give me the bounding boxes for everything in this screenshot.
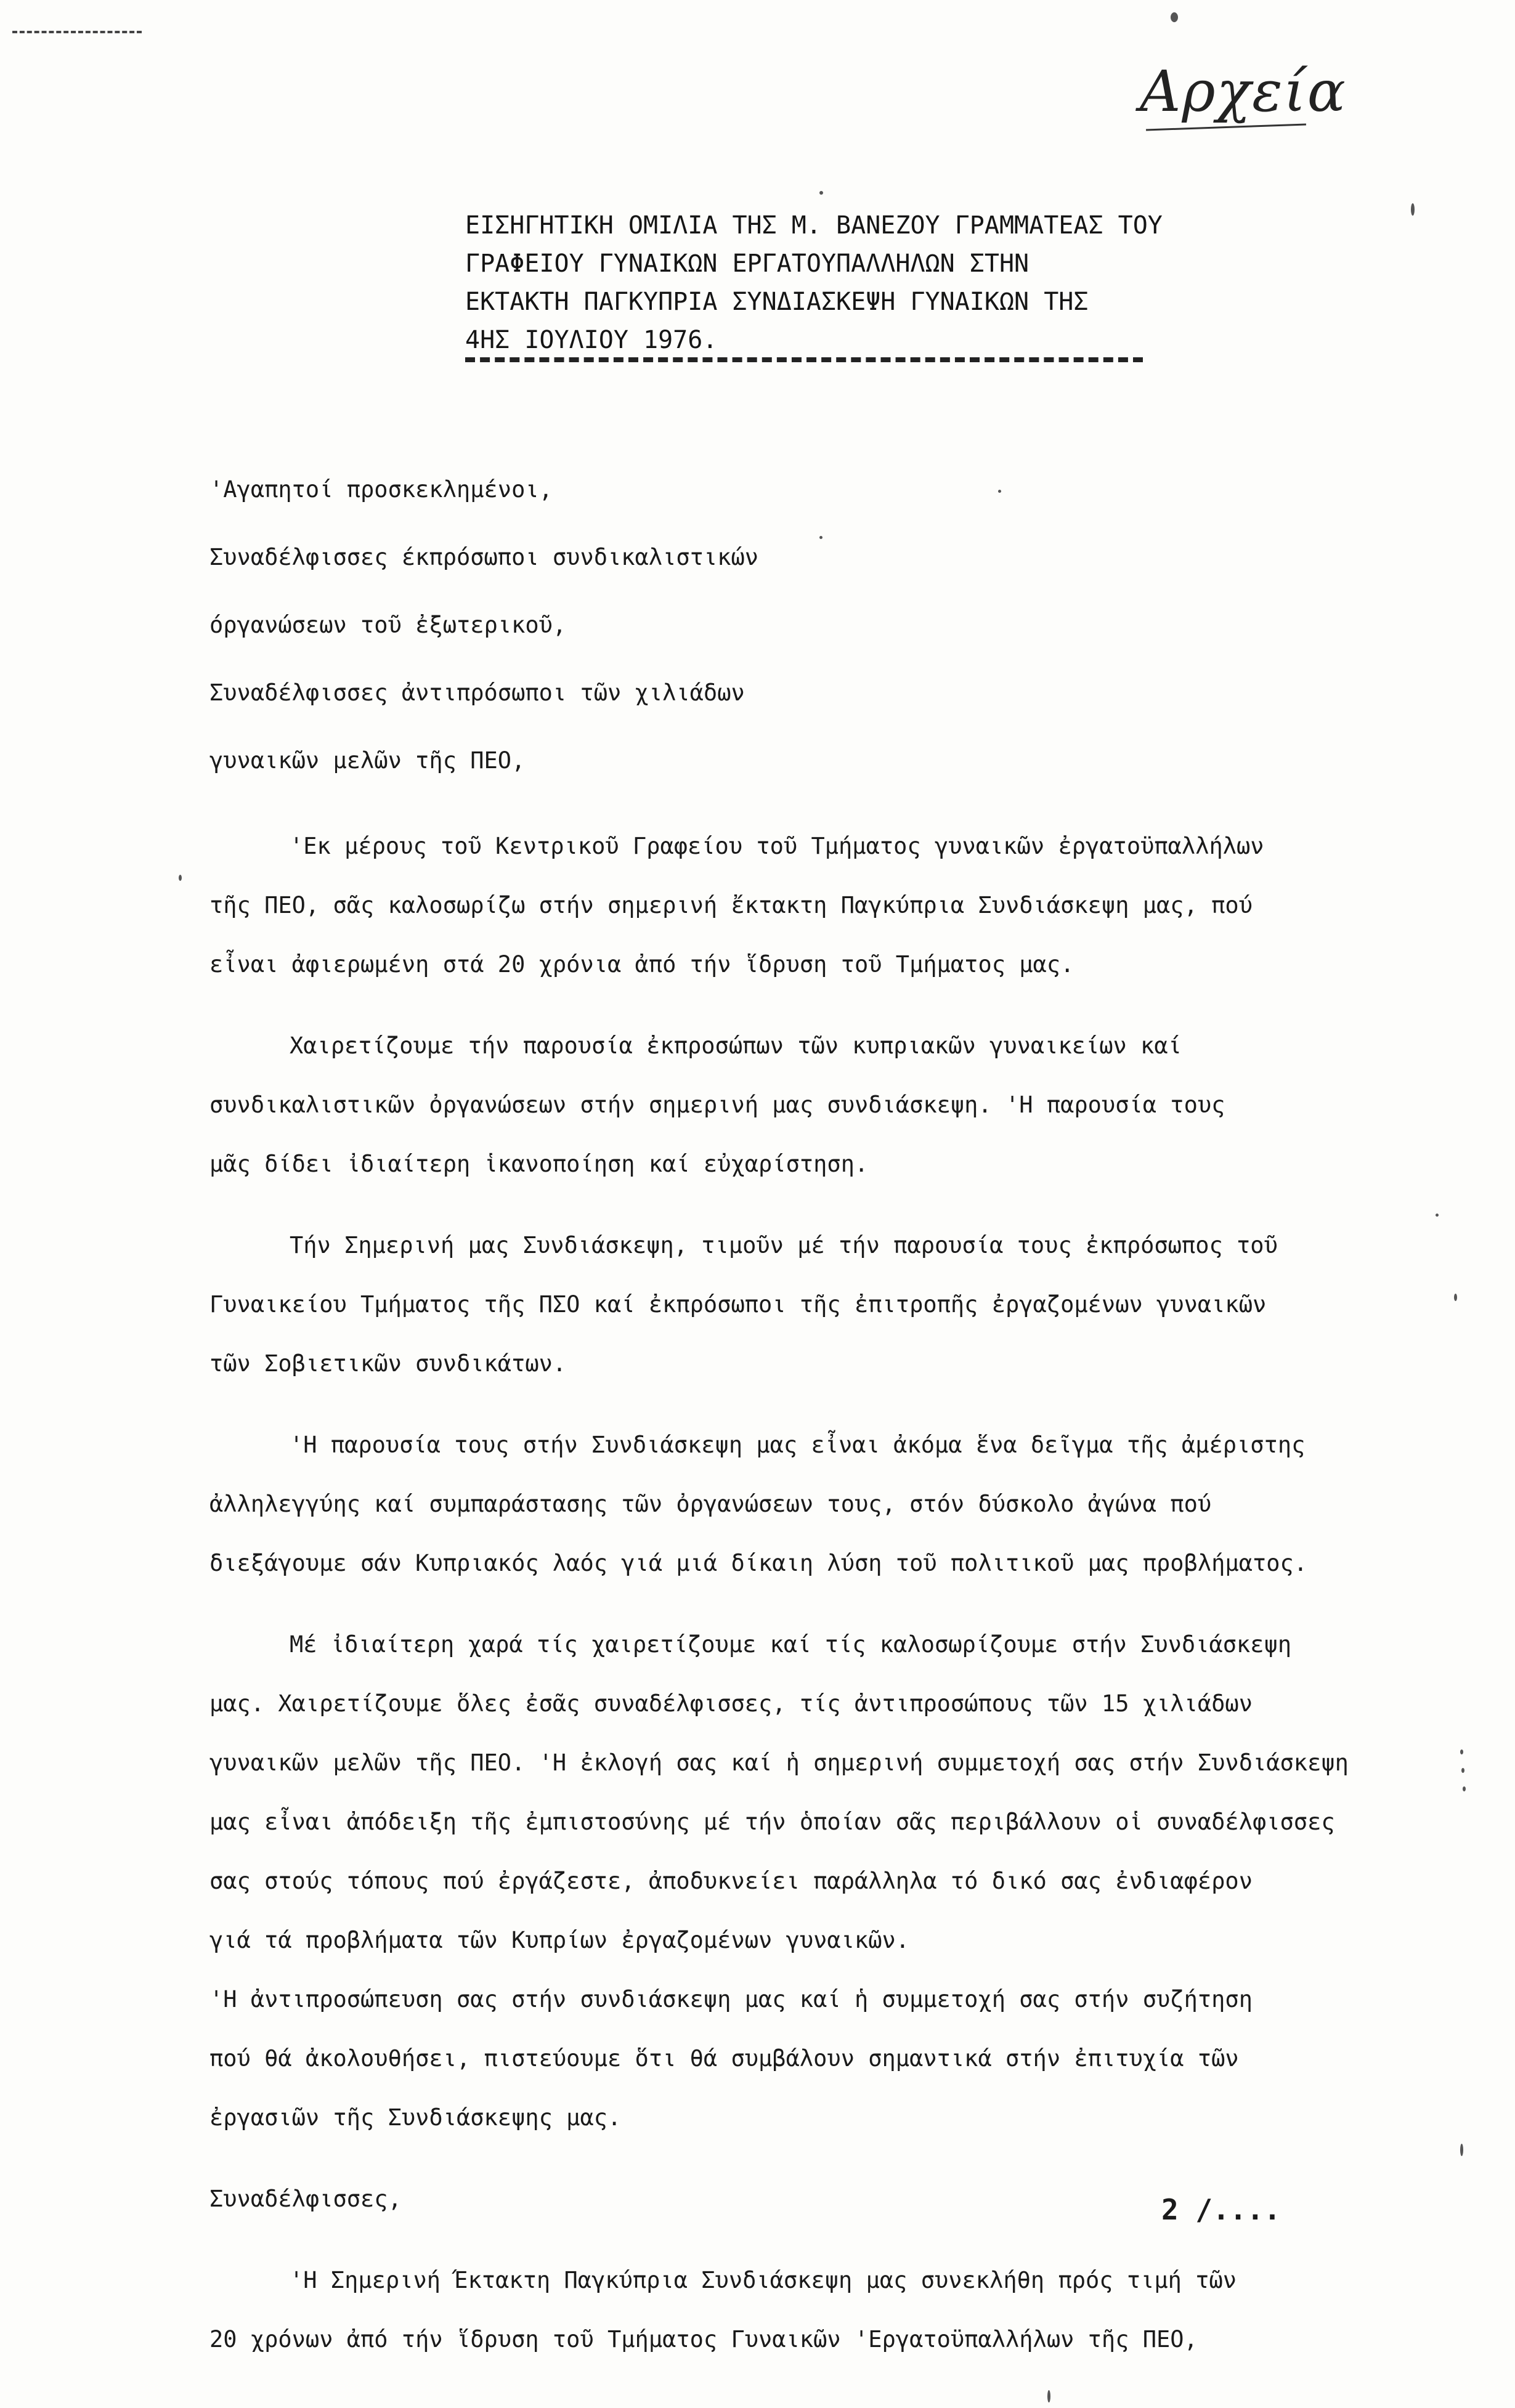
paragraph-line: Μέ ἰδιαίτερη χαρά τίς χαιρετίζουμε καί τίς καλοσωρίζουμε στήν Συνδιάσκεψη — [290, 1631, 1292, 1658]
scan-speck — [1460, 1749, 1463, 1754]
paragraph-line: μας εἶναι ἀπόδειξη τῆς ἐμπιστοσύνης μέ τήν ὁποίαν σᾶς περιβάλλουν οἱ συναδέλφισσες — [209, 1809, 1335, 1835]
scan-speck — [1463, 1786, 1466, 1791]
heading-line: ΕΚΤΑΚΤΗ ΠΑΓΚΥΠΡΙΑ ΣΥΝΔΙΑΣΚΕΨΗ ΓΥΝΑΙΚΩΝ ΤΗΣ — [465, 288, 1089, 316]
heading-line: ΓΡΑΦΕΙΟΥ ΓΥΝΑΙΚΩΝ ΕΡΓΑΤΟΥΠΑΛΛΗΛΩΝ ΣΤΗΝ — [465, 249, 1030, 278]
paragraph-line: 'Η ἀντιπροσώπευση σας στήν συνδιάσκεψη μας καί ἡ συμμετοχή σας στήν συζήτηση — [209, 1986, 1253, 2013]
scan-speck — [1461, 1768, 1464, 1773]
scan-speck — [1411, 203, 1415, 216]
salutation-line: 'Αγαπητοί προσκεκλημένοι, — [209, 476, 553, 503]
address-line: Συναδέλφισσες, — [209, 2186, 402, 2212]
salutation-line: γυναικῶν μελῶν τῆς ΠΕΟ, — [209, 747, 526, 774]
heading-line: ΕΙΣΗΓΗΤΙΚΗ ΟΜΙΛΙΑ ΤΗΣ Μ. ΒΑΝΕΖΟΥ ΓΡΑΜΜΑΤΕΑΣ ΤΟΥ — [465, 211, 1163, 240]
scan-speck — [819, 191, 823, 195]
paragraph-line: Γυναικείου Τμήματος τῆς ΠΣΟ καί ἐκπρόσωποι τῆς ἐπιτροπῆς ἐργαζομένων γυναικῶν — [209, 1291, 1267, 1318]
paragraph-line: μᾶς δίδει ἰδιαίτερη ἱκανοποίηση καί εὐχαρίστηση. — [209, 1151, 869, 1177]
paragraph-line: τῆς ΠΕΟ, σᾶς καλοσωρίζω στήν σημερινή ἔκτακτη Παγκύπρια Συνδιάσκεψη μας, πού — [209, 892, 1253, 918]
scan-speck — [1454, 1294, 1457, 1301]
handwritten-underline — [1146, 123, 1306, 131]
handwritten-annotation: Αρχεία — [1140, 59, 1347, 124]
document-heading — [465, 206, 1204, 359]
scan-speck — [1436, 1214, 1439, 1217]
paragraph-line: 20 χρόνων ἀπό τήν ἵδρυση τοῦ Τμήματος Γυναικῶν 'Εργατοϋπαλλήλων τῆς ΠΕΟ, — [209, 2326, 1198, 2353]
scan-speck — [179, 875, 182, 881]
paragraph-line: διεξάγουμε σάν Κυπριακός λαός γιά μιά δίκαιη λύση τοῦ πολιτικοῦ μας προβλήματος. — [209, 1550, 1308, 1576]
salutation-line: Συναδέλφισσες ἀντιπρόσωποι τῶν χιλιάδων — [209, 679, 745, 706]
scan-speck — [998, 490, 1001, 493]
paragraph-line: ἐργασιῶν τῆς Συνδιάσκεψης μας. — [209, 2104, 622, 2131]
paragraph-line: τῶν Σοβιετικῶν συνδικάτων. — [209, 1350, 567, 1377]
corner-mark — [12, 31, 142, 39]
paragraph-line: πού θά ἀκολουθήσει, πιστεύουμε ὅτι θά συμβάλουν σημαντικά στήν ἐπιτυχία τῶν — [209, 2045, 1239, 2072]
heading-divider — [465, 357, 1143, 367]
paragraph-line: συνδικαλιστικῶν ὀργανώσεων στήν σημερινή μας συνδιάσκεψη. 'Η παρουσία τους — [209, 1092, 1225, 1118]
paragraph-line: σας στούς τόπους πού ἐργάζεστε, ἀποδυκνείει παράλληλα τό δικό σας ἐνδιαφέρον — [209, 1868, 1253, 1894]
paragraph-line: γιά τά προβλήματα τῶν Κυπρίων ἐργαζομένων γυναικῶν. — [209, 1927, 910, 1953]
paragraph-line: μας. Χαιρετίζουμε ὅλες ἐσᾶς συναδέλφισσες, τίς ἀντιπροσώπους τῶν 15 χιλιάδων — [209, 1690, 1253, 1717]
paragraph-line: 'Η παρουσία τους στήν Συνδιάσκεψη μας εἶναι ἀκόμα ἕνα δεῖγμα τῆς ἀμέριστης — [290, 1432, 1306, 1458]
paragraph-line: γυναικῶν μελῶν τῆς ΠΕΟ. 'Η ἐκλογή σας καί ἡ σημερινή συμμετοχή σας στήν Συνδιάσκεψη — [209, 1749, 1349, 1776]
scan-speck — [1047, 2390, 1050, 2402]
paragraph-line: εἶναι ἀφιερωμένη στά 20 χρόνια ἀπό τήν ἵδρυση τοῦ Τμήματος μας. — [209, 951, 1074, 978]
scan-speck — [819, 536, 822, 539]
page-continuation-marker: 2 /.... — [1161, 2193, 1281, 2226]
paragraph-line: 'Η Σημερινή Έκτακτη Παγκύπρια Συνδιάσκεψη μας συνεκλήθη πρός τιμή τῶν — [290, 2267, 1237, 2293]
paragraph-line: ἀλληλεγγύης καί συμπαράστασης τῶν ὀργανώσεων τους, στόν δύσκολο ἀγώνα πού — [209, 1491, 1212, 1517]
paragraph-line: Χαιρετίζουμε τήν παρουσία ἐκπροσώπων τῶν κυπριακῶν γυναικείων καί — [290, 1032, 1182, 1059]
document-body — [209, 456, 1491, 2369]
scan-speck — [1171, 12, 1178, 22]
salutation-line: όργανώσεων τοῦ ἐξωτερικοῦ, — [209, 612, 567, 638]
salutation-line: Συναδέλφισσες έκπρόσωποι συνδικαλιστικών — [209, 544, 759, 570]
scan-speck — [1460, 2144, 1463, 2156]
paragraph-line: 'Εκ μέρους τοῦ Κεντρικοῦ Γραφείου τοῦ Τμήματος γυναικῶν ἐργατοϋπαλλήλων — [290, 833, 1264, 859]
heading-line: 4ΗΣ ΙΟΥΛΙΟΥ 1976. — [465, 326, 718, 354]
paragraph-line: Τήν Σημερινή μας Συνδιάσκεψη, τιμοῦν μέ τήν παρουσία τους ἐκπρόσωπος τοῦ — [290, 1232, 1278, 1259]
